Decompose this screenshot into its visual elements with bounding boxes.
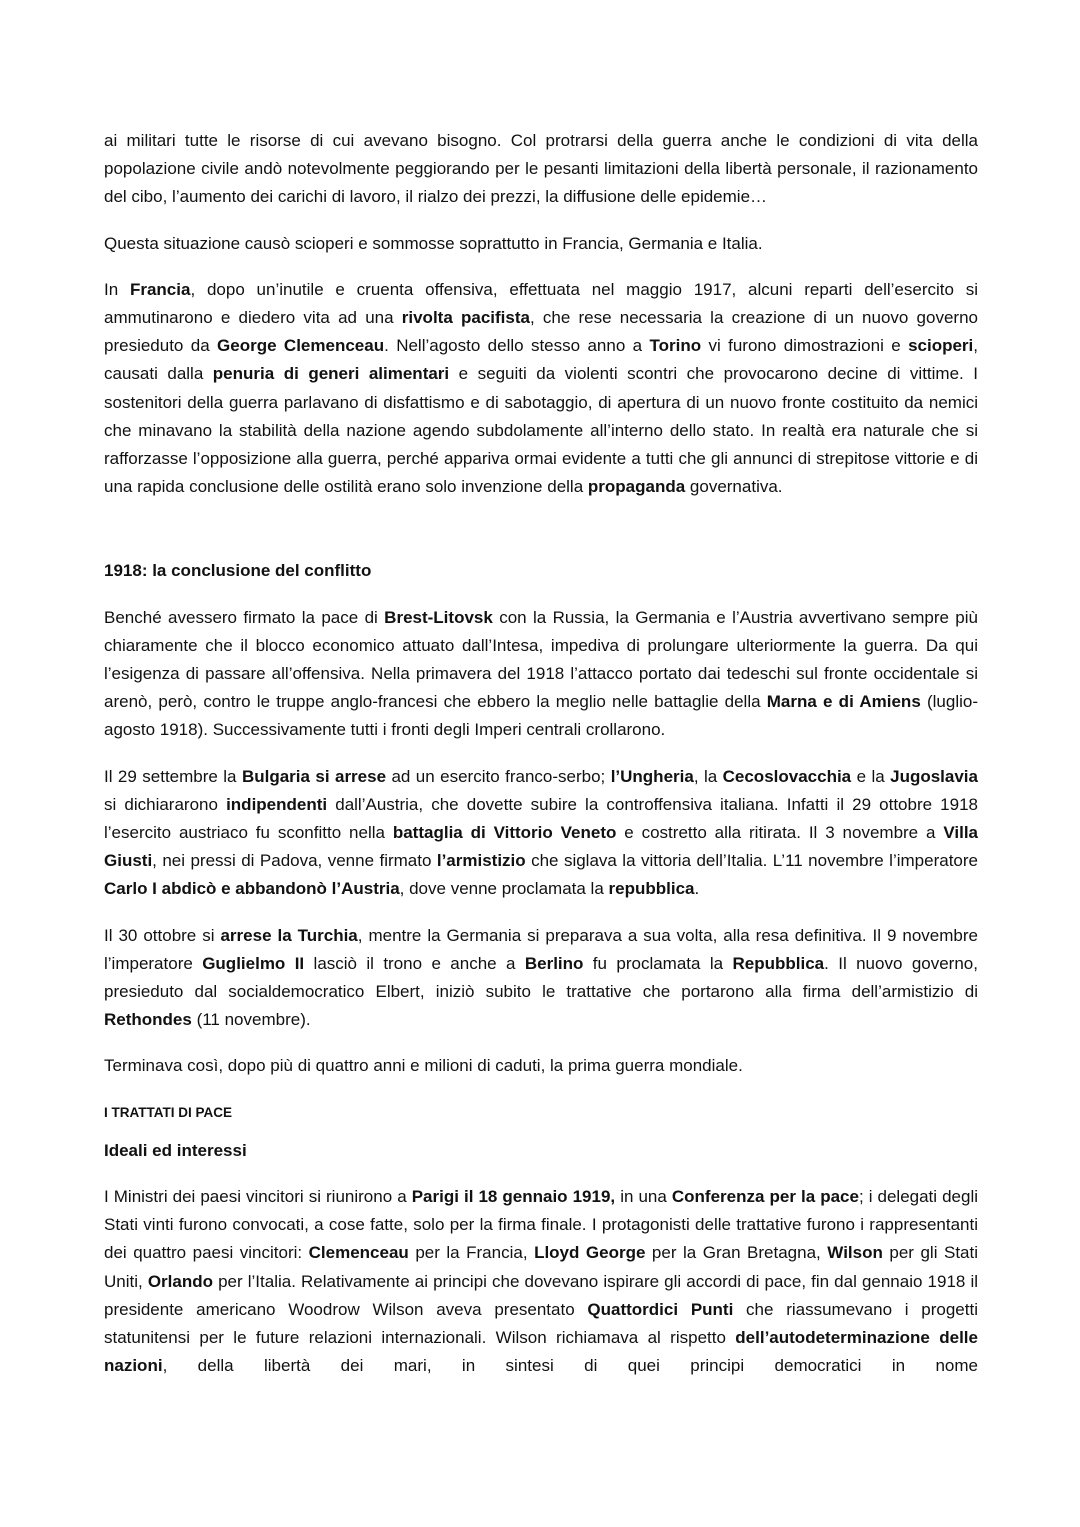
bold-term: Marna e di Amiens [766, 692, 921, 712]
bold-term: rivolta pacifista [401, 308, 530, 328]
paragraph-civil-conditions: ai militari tutte le risorse di cui avevano bisogno. Col protrarsi della guerra anche le condizioni di vita della popolazione civile andò notevolmente peggiorando per le pesanti limitazioni della libertà personale, il razionamento del cibo, l’aumento dei carichi di lavoro, il rialzo dei prezzi, la diffusione delle epidemie… [104, 131, 978, 207]
bold-term: George Clemenceau [217, 336, 385, 356]
bold-term: repubblica [608, 879, 695, 899]
bold-term: propaganda [587, 477, 686, 497]
bold-term: Cecoslovacchia [722, 766, 852, 786]
bold-term: Lloyd George [534, 1243, 646, 1263]
paragraph-war-end: Terminava così, dopo più di quattro anni e milioni di caduti, la prima guerra mondiale. [104, 1056, 743, 1076]
bold-term: l’Ungheria [610, 766, 694, 786]
bold-term: Carlo I abdicò e abbandonò l’Austria [104, 879, 400, 899]
bold-term: indipendenti [226, 794, 328, 814]
bold-term: l’armistizio [436, 851, 526, 871]
bold-term: Conferenza per la pace [671, 1186, 859, 1206]
bold-term: Bulgaria si arrese [241, 766, 387, 786]
paragraph-paris-conference: I Ministri dei paesi vincitori si riunirono a Parigi il 18 gennaio 1919, in una Conferenza per la pace; i delegati degli Stati vinti furono convocati, a cose fatte, solo per la firma finale. I protagonisti delle trattative furono i rappresentanti dei quattro paesi vincitori: Clemenceau per la Francia, Lloyd George per la Gran Bretagna, Wilson per gli Stati Uniti, Orlando per l’Italia. Relativamente ai principi che dovevano ispirare gli accordi di pace, fin dal gennaio 1918 il presidente americano Woodrow Wilson aveva presentato Quattordici Punti che riassumevano i progetti statunitensi per le future relazioni internazionali. Wilson richiamava al rispetto dell’autodeterminazione delle nazioni, della libertà dei mari, in sintesi di quei principi democratici in nome [104, 1186, 979, 1376]
paragraph-germany-surrender: Il 30 ottobre si arrese la Turchia, mentre la Germania si preparava a sua volta, alla resa definitiva. Il 9 novembre l’imperatore Guglielmo II lasciò il trono e anche a Berlino fu proclamata la Repubblica. Il nuovo governo, presieduto dal socialdemocratico Elbert, iniziò subito le trattative che portarono alla firma dell’armistizio di Rethondes (11 novembre). [104, 925, 978, 1030]
bold-term: dell’autodeterminazione delle nazioni [104, 1327, 978, 1376]
bold-term: Clemenceau [308, 1243, 409, 1263]
paragraph-collapse-empires: Il 29 settembre la Bulgaria si arrese ad un esercito franco-serbo; l’Ungheria, la Cecoslovacchia e la Jugoslavia si dichiararono indipendenti dall’Austria, che dovette subire la controffensiva italiana. Infatti il 29 ottobre 1918 l’esercito austriaco fu sconfitto nella battaglia di Vittorio Veneto e costretto alla ritirata. Il 3 novembre a Villa Giusti, nei pressi di Padova, venne firmato l’armistizio che siglava la vittoria dell’Italia. L’11 novembre l’imperatore Carlo I abdicò e abbandonò l’Austria, dove venne proclamata la repubblica. [104, 766, 979, 899]
bold-term: Parigi il 18 gennaio 1919, [411, 1186, 616, 1206]
bold-term: Wilson [827, 1243, 883, 1263]
bold-term: Torino [649, 336, 702, 356]
document-page [104, 127, 978, 1380]
bold-term: arrese la Turchia [220, 925, 358, 945]
bold-term: Brest-Litovsk [384, 607, 493, 627]
heading-1918-conclusion: 1918: la conclusione del conflitto [104, 561, 372, 581]
bold-term: battaglia di Vittorio Veneto [392, 823, 617, 843]
bold-term: Berlino [524, 953, 584, 973]
bold-term: Repubblica [732, 953, 825, 973]
bold-term: Villa Giusti [104, 823, 978, 871]
bold-term: Rethondes [104, 1010, 192, 1030]
heading-ideals-interests: Ideali ed interessi [104, 1140, 247, 1160]
paragraph-brest-litovsk: Benché avessero firmato la pace di Brest-Litovsk con la Russia, la Germania e l’Austria avvertivano sempre più chiaramente che il blocco economico attuato dall’Intesa, impediva di prolungare ulteriormente la guerra. Da qui l’esigenza di passare all’offensiva. Nella primavera del 1918 l’attacco portato dai tedeschi sul fronte occidentale si arenò, però, contro le truppe anglo-francesi che ebbero la meglio nelle battaglie della Marna e di Amiens (luglio-agosto 1918). Successivamente tutti i fronti degli Imperi centrali crollarono. [104, 607, 978, 740]
bold-term: Guglielmo II [202, 953, 305, 973]
bold-term: Orlando [147, 1271, 213, 1291]
bold-term: Quattordici Punti [587, 1299, 734, 1319]
bold-term: Jugoslavia [890, 766, 978, 786]
bold-term: penuria di generi alimentari [212, 364, 450, 384]
paragraph-strikes: Questa situazione causò scioperi e sommosse soprattutto in Francia, Germania e Italia. [104, 233, 763, 253]
bold-term: Francia [129, 279, 191, 299]
paragraph-france-turin: In Francia, dopo un’inutile e cruenta offensiva, effettuata nel maggio 1917, alcuni reparti dell’esercito si ammutinarono e diedero vita ad una rivolta pacifista, che rese necessaria la creazione di un nuovo governo presieduto da George Clemenceau. Nell’agosto dello stesso anno a Torino vi furono dimostrazioni e scioperi, causati dalla penuria di generi alimentari e seguiti da violenti scontri che provocarono decine di vittime. I sostenitori della guerra parlavano di disfattismo e di sabotaggio, di apertura di un nuovo fronte costituito da nemici che minavano la stabilità della nazione agendo subdolamente all’interno dello stato. In realtà era naturale che si rafforzasse l’opposizione alla guerra, perché appariva ormai evidente a tutti che gli annunci di strepitose vittorie e di una rapida conclusione delle ostilità erano solo invenzione della propaganda governativa. [104, 279, 979, 497]
heading-peace-treaties: I TRATTATI DI PACE [104, 1104, 232, 1120]
bold-term: scioperi [908, 336, 974, 356]
